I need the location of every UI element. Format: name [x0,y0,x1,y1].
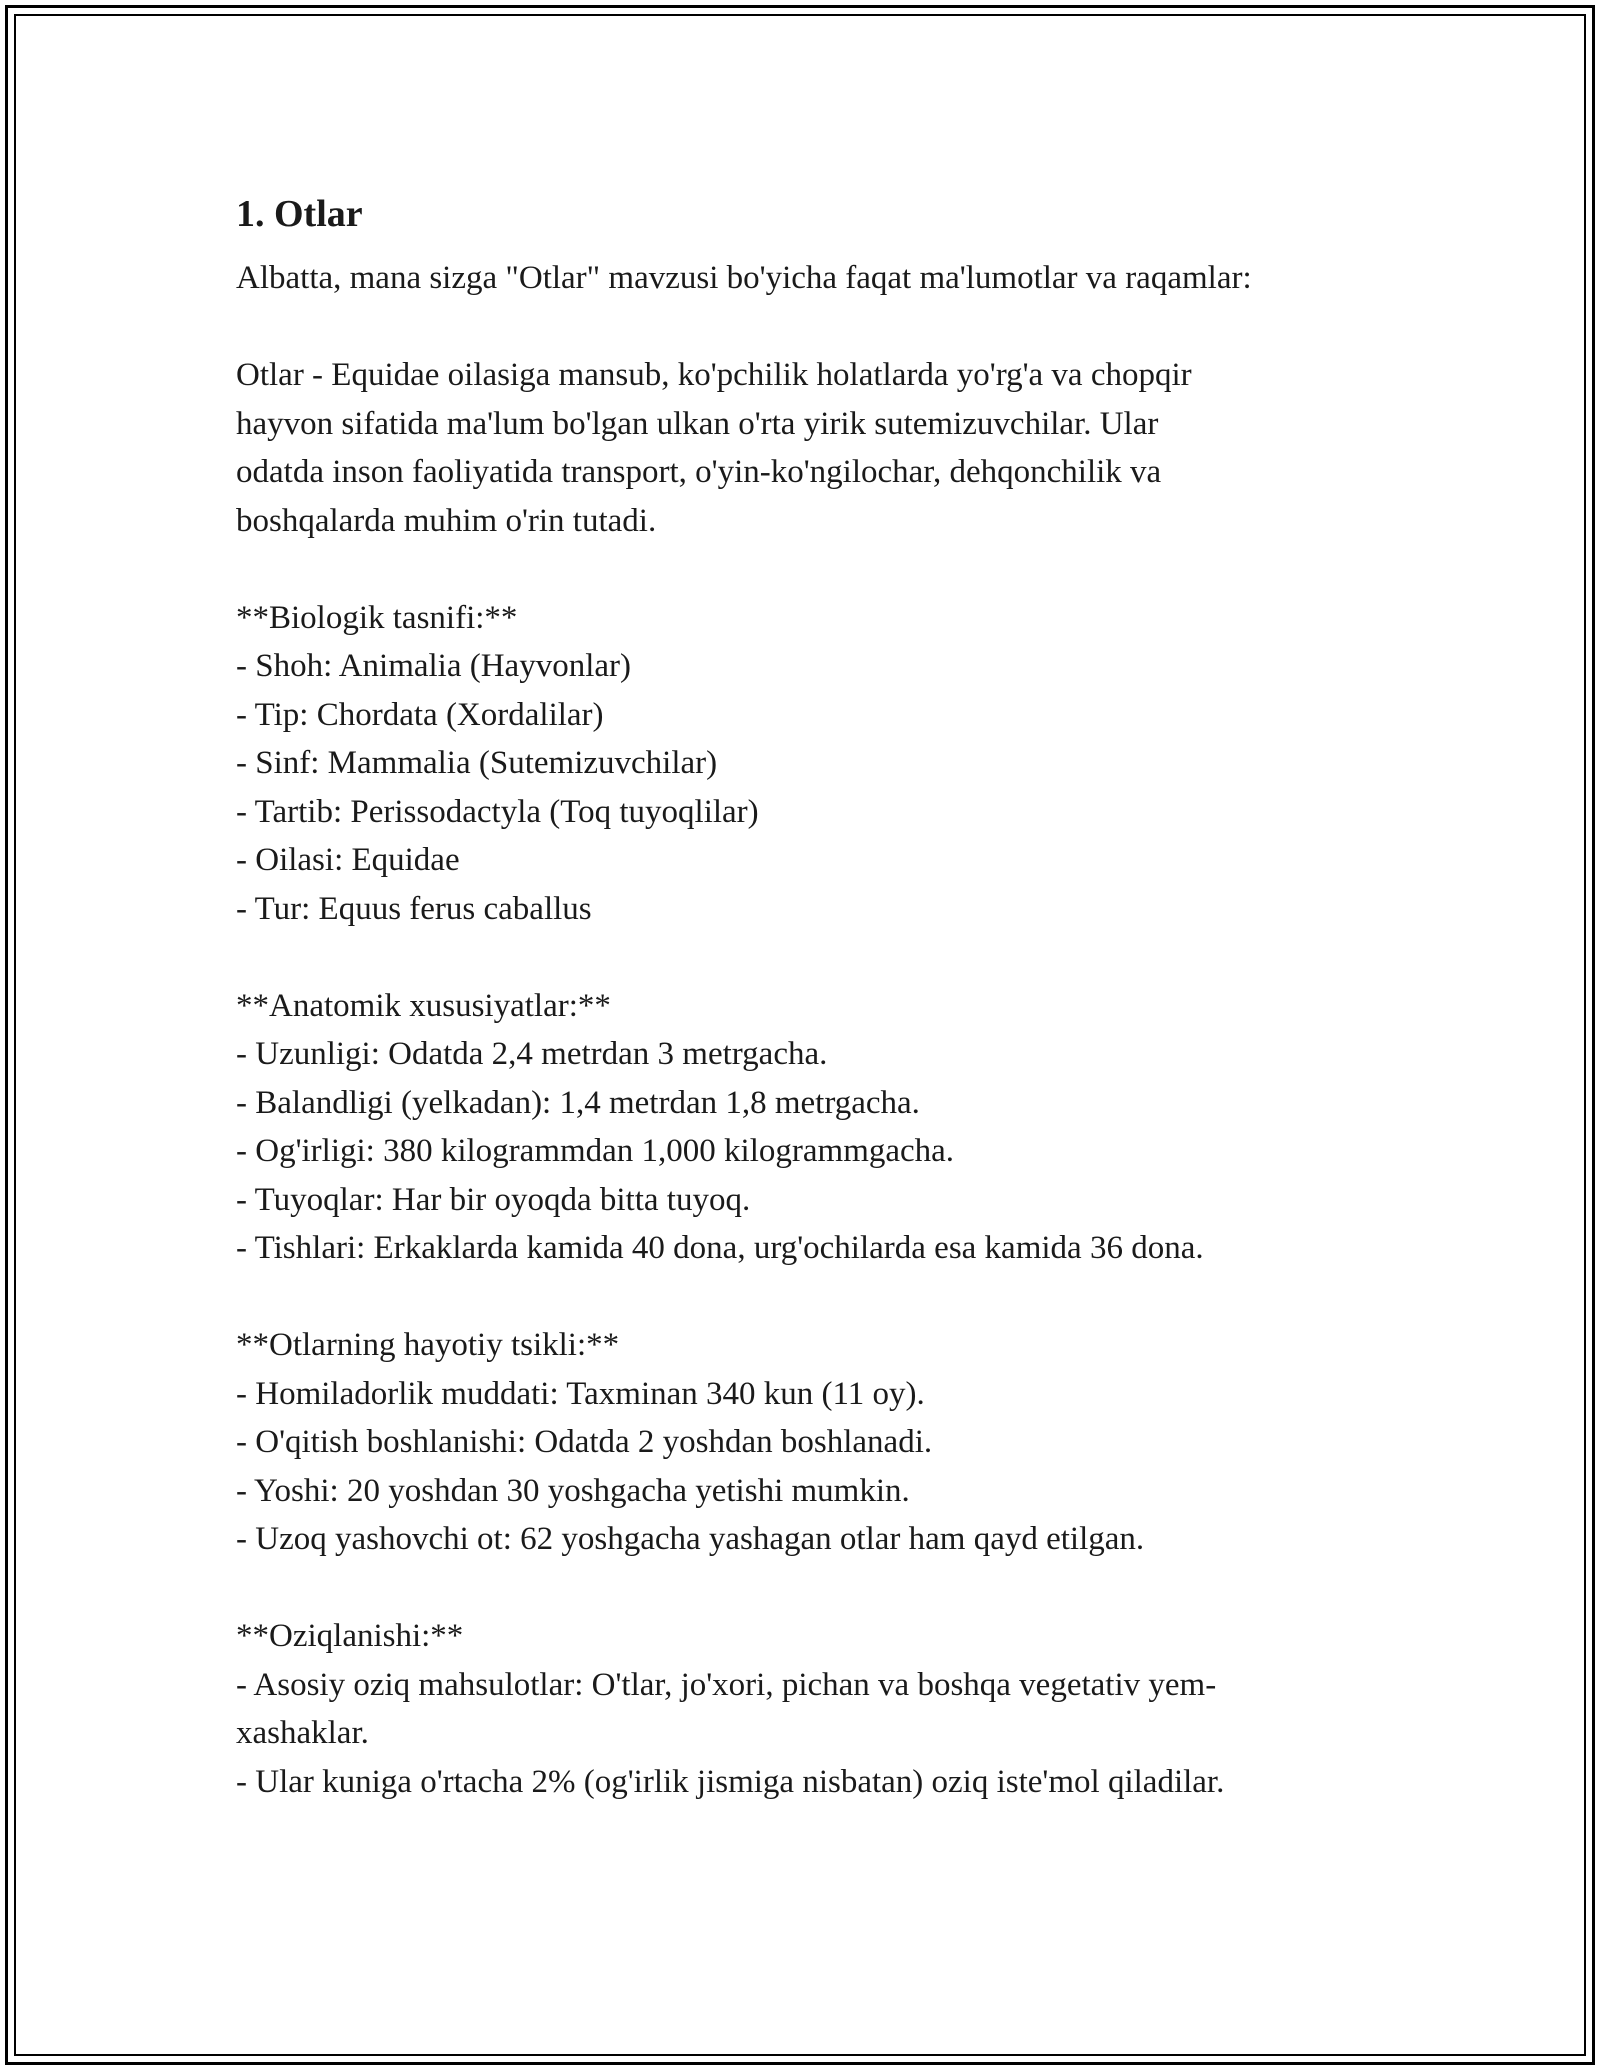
list-item: - Homiladorlik muddati: Taxminan 340 kun (11 oy). [236,1375,925,1412]
section-title: **Oziqlanishi:** [236,1618,464,1654]
section-biological-classification [236,594,1436,934]
list-item: - Uzunligi: Odatda 2,4 metrdan 3 metrgacha. [236,1036,828,1072]
document-heading: 1. Otlar [236,193,363,235]
section-title: **Anatomik xususiyatlar:** [236,987,611,1024]
section-title: **Biologik tasnifi:** [236,599,518,636]
description-line: hayvon sifatida ma'lum bo'lgan ulkan o'rta yirik sutemizuvchilar. Ular [236,405,1159,442]
list-item: - Yoshi: 20 yoshdan 30 yoshgacha yetishi mumkin. [236,1472,910,1509]
list-item: - Asosiy oziq mahsulotlar: O'tlar, jo'xori, pichan va boshqa vegetativ yem- [236,1666,1217,1703]
list-item: - Uzoq yashovchi ot: 62 yoshgacha yashagan otlar ham qayd etilgan. [236,1521,1145,1557]
spacer [236,1273,1436,1322]
section-life-cycle [236,1321,1436,1564]
list-item: - Og'irligi: 380 kilogrammdan 1,000 kilogrammgacha. [236,1133,955,1169]
document-body [236,186,1436,1806]
list-item: xashaklar. [236,1715,369,1751]
section-anatomical-features [236,982,1436,1273]
list-item: - Tip: Chordata (Xordalilar) [236,696,604,733]
section-nutrition [236,1612,1436,1806]
intro-paragraph: Albatta, mana sizga "Otlar" mavzusi bo'yicha faqat ma'lumotlar va raqamlar: [236,260,1252,296]
description-paragraph [236,351,1436,545]
spacer [236,1564,1436,1613]
list-item: - Tur: Equus ferus caballus [236,890,592,927]
list-item: - Balandligi (yelkadan): 1,4 metrdan 1,8 metrgacha. [236,1084,920,1121]
list-item: - Tuyoqlar: Har bir oyoqda bitta tuyoq. [236,1181,751,1218]
list-item: - Sinf: Mammalia (Sutemizuvchilar) [236,745,718,781]
description-line: boshqalarda muhim o'rin tutadi. [236,502,657,539]
spacer [236,545,1436,594]
list-item: - Tishlari: Erkaklarda kamida 40 dona, urg'ochilarda esa kamida 36 dona. [236,1230,1204,1266]
list-item: - Ular kuniga o'rtacha 2% (og'irlik jismiga nisbatan) oziq iste'mol qiladilar. [236,1763,1225,1800]
section-title: **Otlarning hayotiy tsikli:** [236,1327,620,1363]
list-item: - Shoh: Animalia (Hayvonlar) [236,648,632,684]
description-line: Otlar - Equidae oilasiga mansub, ko'pchilik holatlarda yo'rg'a va chopqir [236,357,1192,393]
list-item: - O'qitish boshlanishi: Odatda 2 yoshdan boshlanadi. [236,1424,933,1460]
description-line: odatda inson faoliyatida transport, o'yin-ko'ngilochar, dehqonchilik va [236,454,1162,490]
spacer [236,933,1436,982]
list-item: - Oilasi: Equidae [236,842,460,878]
list-item: - Tartib: Perissodactyla (Toq tuyoqlilar) [236,793,759,830]
spacer [236,303,1436,352]
